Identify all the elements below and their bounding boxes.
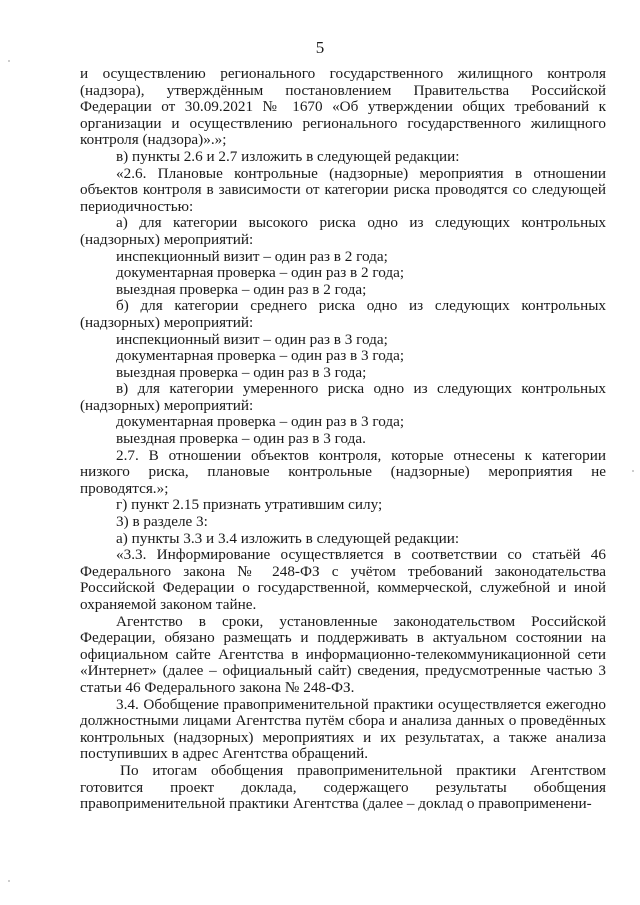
paragraph: документарная проверка – один раз в 3 года; [116, 413, 405, 431]
scan-speck [632, 470, 634, 472]
paragraph: 3.4. Обобщение правоприменительной практики осуществляется ежегодно должностными лицами Агентства путём сбора и анализа данных о проведённых контрольных (надзорных) мероприятиях и их результатах, а также анализа поступивших в адрес Агентства обращений. [80, 695, 606, 763]
page-number: 5 [315, 38, 325, 57]
paragraph: а) для категории высокого риска одно из следующих контрольных (надзорных) мероприятий: [80, 214, 606, 248]
paragraph: 3) в разделе 3: [116, 513, 208, 531]
paragraph: в) пункты 2.6 и 2.7 изложить в следующей редакции: [116, 147, 460, 165]
document-body [80, 66, 606, 813]
paragraph: документарная проверка – один раз в 3 года; [116, 347, 405, 365]
paragraph: выездная проверка – один раз в 2 года; [116, 280, 367, 298]
paragraph: выездная проверка – один раз в 3 года; [116, 363, 367, 381]
paragraph: Агентство в сроки, установленные законодательством Российской Федерации, обязано размещать и поддерживать в актуальном состоянии на официальном сайте Агентства в информационно-телекоммуникационной сети «Интернет» (далее – официальный сайт) сведения, предусмотренные частью 3 статьи 46 Федерального закона № 248-ФЗ. [80, 612, 606, 696]
scan-speck [8, 880, 10, 882]
paragraph: инспекционный визит – один раз в 2 года; [116, 247, 388, 265]
paragraph: а) пункты 3.3 и 3.4 изложить в следующей редакции: [116, 529, 460, 547]
paragraph: б) для категории среднего риска одно из следующих контрольных (надзорных) мероприятий: [80, 297, 606, 331]
paragraph: инспекционный визит – один раз в 3 года; [116, 330, 388, 348]
paragraph: По итогам обобщения правоприменительной практики Агентством готовится проект доклада, содержащего результаты обобщения правоприменительной практики Агентства (далее – доклад о правоприменени- [80, 761, 606, 813]
paragraph: в) для категории умеренного риска одно из следующих контрольных (надзорных) мероприятий: [80, 380, 606, 414]
paragraph: и осуществлению регионального государственного жилищного контроля (надзора), утверждённым постановлением Правительства Российской Федерации от 30.09.2021 № 1670 «Об утверждении общих требований к организации и осуществлению регионального государственного жилищного контроля (надзора)».»; [80, 65, 606, 149]
scan-speck [8, 60, 10, 62]
paragraph: г) пункт 2.15 признать утратившим силу; [116, 496, 383, 514]
paragraph: документарная проверка – один раз в 2 года; [116, 264, 405, 282]
paragraph: 2.7. В отношении объектов контроля, которые отнесены к категории низкого риска, плановые контрольные (надзорные) мероприятия не проводятся.»; [80, 446, 606, 497]
paragraph: выездная проверка – один раз в 3 года. [116, 430, 366, 448]
paragraph: «3.3. Информирование осуществляется в соответствии со статьёй 46 Федерального закона № 248-ФЗ с учётом требований законодательства Российской Федерации о государственной, коммерческой, служебной и иной охраняемой законом тайне. [80, 546, 606, 613]
paragraph: «2.6. Плановые контрольные (надзорные) мероприятия в отношении объектов контроля в зависимости от категории риска проводятся со следующей периодичностью: [80, 164, 606, 215]
